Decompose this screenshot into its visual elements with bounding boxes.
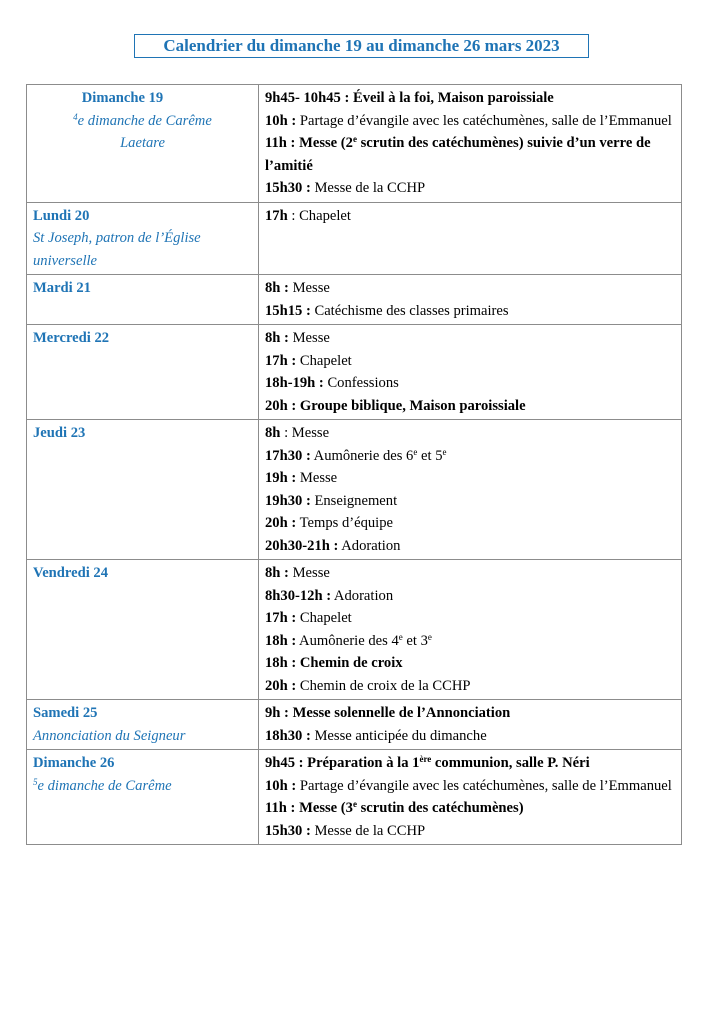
events-cell	[259, 325, 682, 420]
event-time: 18h :	[265, 655, 297, 671]
event-description: Messe de la CCHP	[310, 180, 426, 196]
event-sup: e	[413, 446, 418, 457]
event-time: 15h15 :	[265, 302, 311, 319]
event-sup: e	[398, 631, 403, 642]
event-line	[265, 535, 675, 558]
events-cell	[259, 202, 682, 275]
event-time: 9h45- 10h45 :	[265, 90, 350, 106]
event-time: 8h :	[265, 330, 289, 346]
event-description: Préparation à la 1	[303, 755, 420, 771]
event-line	[265, 652, 675, 675]
event-description-cont: et 3	[402, 632, 428, 649]
day-row	[27, 420, 682, 560]
events-cell	[259, 560, 682, 700]
event-description: Messe de la CCHP	[310, 822, 426, 839]
event-time: 17h30 :	[265, 447, 311, 464]
day-cell	[27, 560, 259, 700]
event-description: Confessions	[323, 375, 399, 391]
calendar-title: Calendrier du dimanche 19 au dimanche 26 mars 2023	[134, 34, 589, 58]
day-row	[27, 202, 682, 275]
event-sup: e	[442, 446, 447, 457]
event-sup: e	[352, 799, 357, 809]
day-subtitle	[33, 725, 252, 748]
event-time: 20h30-21h :	[265, 537, 339, 554]
day-cell	[27, 85, 259, 203]
event-description-cont: scrutin des catéchumènes)	[356, 800, 524, 816]
event-description: Chapelet	[296, 610, 352, 626]
event-time: 8h :	[265, 565, 289, 581]
event-time: 10h :	[265, 112, 297, 129]
event-line	[265, 372, 675, 395]
events-cell	[259, 420, 682, 560]
event-line	[265, 562, 675, 585]
event-line	[265, 630, 675, 653]
day-cell	[27, 420, 259, 560]
event-time: 9h :	[265, 705, 289, 721]
day-cell	[27, 750, 259, 845]
day-name: Lundi 20	[33, 207, 90, 224]
event-description: Chemin de croix	[296, 655, 403, 671]
event-time: 19h :	[265, 470, 297, 486]
day-subtitle-2: Laetare	[120, 135, 165, 151]
event-description: Enseignement	[310, 492, 398, 509]
calendar-body	[27, 85, 682, 845]
event-description: Partage d’évangile avec les catéchumènes, salle de l’Emmanuel	[296, 777, 672, 794]
event-time: 17h :	[265, 352, 297, 369]
event-time: 20h :	[265, 515, 297, 531]
event-line	[265, 702, 675, 725]
event-time: 15h30 :	[265, 822, 311, 839]
day-subtitle	[33, 110, 252, 133]
event-sup: e	[427, 631, 432, 642]
event-line	[265, 445, 675, 468]
event-time: 11h :	[265, 800, 296, 816]
event-description: : Chapelet	[287, 207, 351, 224]
event-line	[265, 775, 675, 798]
event-description: Messe anticipée du dimanche	[310, 727, 487, 744]
event-time: 20h :	[265, 677, 297, 694]
event-line	[265, 725, 675, 748]
event-description: Adoration	[338, 537, 401, 554]
event-time: 8h	[265, 425, 281, 441]
event-sup: ère	[419, 754, 432, 764]
event-time: 18h-19h :	[265, 375, 324, 391]
event-line	[265, 797, 675, 820]
event-description-cont: scrutin des catéchumènes) suivie d’un verre de l’amitié	[265, 135, 651, 174]
event-description: Aumônerie des 6	[310, 447, 414, 464]
event-line	[265, 350, 675, 373]
day-name: Samedi 25	[33, 705, 98, 721]
event-time: 19h30 :	[265, 492, 311, 509]
day-row	[27, 275, 682, 325]
event-description: Aumônerie des 4	[296, 632, 399, 649]
event-sup: e	[352, 134, 357, 144]
event-time: 15h30 :	[265, 180, 311, 196]
event-line	[265, 277, 675, 300]
day-subtitle-sup: 5	[33, 776, 38, 787]
day-subtitle-sup: 4	[73, 111, 78, 122]
event-description: Temps d’équipe	[296, 515, 394, 531]
day-row	[27, 85, 682, 203]
event-time: 8h30-12h :	[265, 587, 332, 604]
event-description: Messe	[288, 330, 330, 346]
event-time: 9h45 :	[265, 755, 304, 771]
day-name: Mercredi 22	[33, 330, 110, 346]
event-line	[265, 177, 675, 200]
day-name: Dimanche 26	[33, 755, 115, 771]
event-line	[265, 607, 675, 630]
day-name: Mardi 21	[33, 280, 91, 296]
events-cell	[259, 700, 682, 750]
event-line	[265, 110, 675, 133]
event-description: Chemin de croix de la CCHP	[296, 677, 471, 694]
event-description: Messe solennelle de l’Annonciation	[288, 705, 511, 721]
day-subtitle-text: e dimanche de Carême	[37, 777, 172, 794]
day-row	[27, 325, 682, 420]
day-row	[27, 560, 682, 700]
event-line	[265, 395, 675, 418]
day-row	[27, 700, 682, 750]
event-time: 20h :	[265, 397, 297, 414]
events-cell	[259, 85, 682, 203]
event-line	[265, 490, 675, 513]
event-time: 17h :	[265, 610, 297, 626]
day-cell	[27, 275, 259, 325]
event-time: 8h :	[265, 280, 289, 296]
event-description: Partage d’évangile avec les catéchumènes, salle de l’Emmanuel	[296, 112, 672, 129]
event-line	[265, 205, 675, 228]
day-cell	[27, 325, 259, 420]
event-description: Messe (3	[295, 800, 353, 816]
day-subtitle-text: St Joseph, patron de l’Église universelle	[33, 230, 201, 269]
events-cell	[259, 750, 682, 845]
day-subtitle	[33, 775, 252, 798]
event-line	[265, 675, 675, 698]
day-subtitle-text: e dimanche de Carême	[77, 112, 212, 129]
event-description: Messe (2	[295, 135, 353, 151]
day-cell	[27, 202, 259, 275]
event-description: Messe	[296, 470, 338, 486]
event-description: Groupe biblique, Maison paroissiale	[296, 397, 526, 414]
event-description: Éveil à la foi, Maison paroissiale	[349, 90, 554, 106]
day-name: Dimanche 19	[81, 90, 164, 106]
day-name: Jeudi 23	[33, 425, 86, 441]
events-cell	[259, 275, 682, 325]
event-line	[265, 585, 675, 608]
event-description-cont: et 5	[417, 447, 443, 464]
event-line	[265, 752, 675, 775]
event-time: 11h :	[265, 135, 296, 151]
event-line	[265, 132, 675, 177]
day-name: Vendredi 24	[33, 565, 109, 581]
event-time: 18h30 :	[265, 727, 311, 744]
calendar-table	[26, 84, 682, 845]
event-line	[265, 327, 675, 350]
event-description: : Messe	[280, 425, 330, 441]
event-line	[265, 87, 675, 110]
event-description: Chapelet	[296, 352, 352, 369]
event-line	[265, 422, 675, 445]
event-line	[265, 512, 675, 535]
day-subtitle-text: Annonciation du Seigneur	[33, 727, 186, 744]
event-description: Messe	[288, 565, 330, 581]
event-description: Catéchisme des classes primaires	[310, 302, 509, 319]
event-time: 17h	[265, 207, 288, 224]
event-line	[265, 820, 675, 843]
day-cell	[27, 700, 259, 750]
event-time: 18h :	[265, 632, 297, 649]
event-time: 10h :	[265, 777, 297, 794]
event-line	[265, 467, 675, 490]
event-description-cont: communion, salle P. Néri	[431, 755, 590, 771]
day-row	[27, 750, 682, 845]
event-line	[265, 300, 675, 323]
event-description: Adoration	[331, 587, 394, 604]
day-subtitle	[33, 227, 252, 272]
event-description: Messe	[288, 280, 330, 296]
